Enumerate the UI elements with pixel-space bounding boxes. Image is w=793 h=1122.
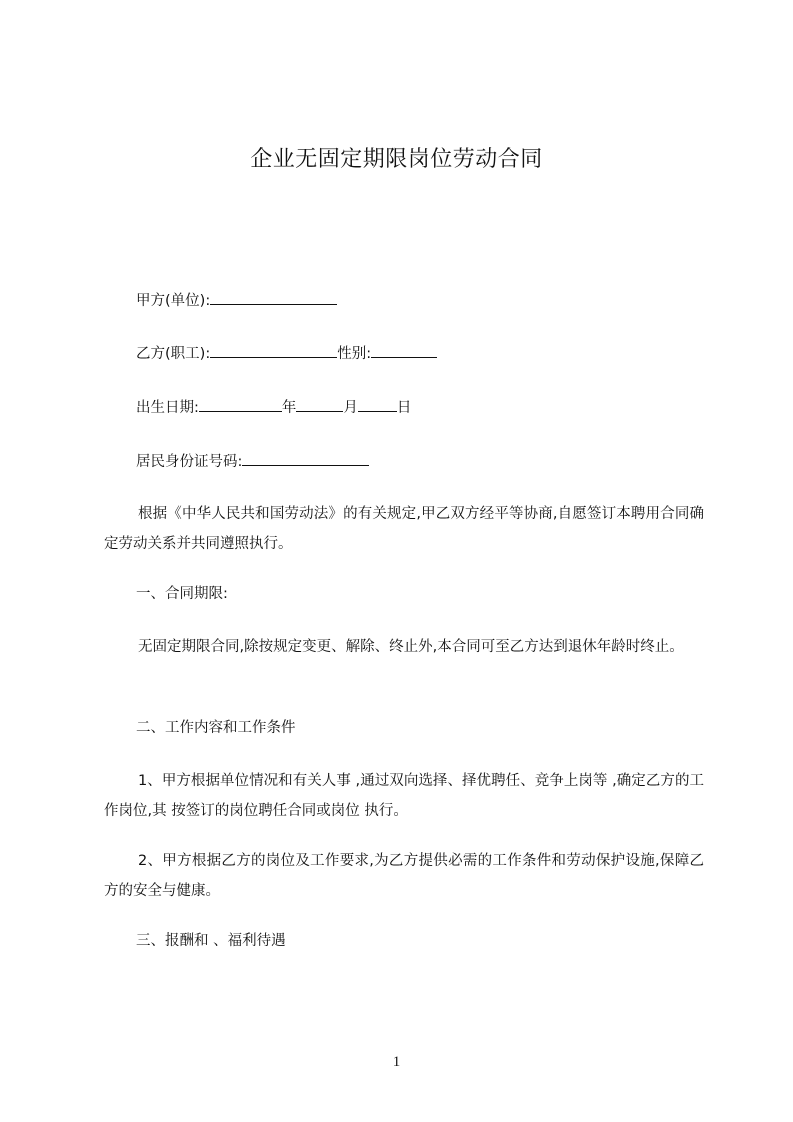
day-label: 日 — [396, 400, 412, 416]
preamble-paragraph: 根据《中华人民共和国劳动法》的有关规定,甲乙双方经平等协商,自愿签订本聘用合同确定劳动关系并共同遵照执行。 — [104, 506, 704, 552]
party-b-line — [136, 341, 437, 367]
id-number-blank[interactable] — [242, 451, 369, 466]
section-heading: 二、工作内容和工作条件 — [136, 720, 296, 736]
id-number-line — [136, 449, 369, 475]
party-a-blank[interactable] — [210, 290, 337, 305]
section-paragraph: 1、甲方根据单位情况和有关人事 ,通过双向选择、择优聘任、竞争上岗等 ,确定乙方的工作岗位,其 按签订的岗位聘任合同或岗位 执行。 — [104, 773, 704, 819]
birth-day-blank[interactable] — [358, 397, 397, 412]
party-b-blank[interactable] — [210, 343, 337, 358]
birth-month-blank[interactable] — [296, 397, 343, 412]
section-paragraph: 无固定期限合同,除按规定变更、解除、终止外,本合同可至乙方达到退休年龄时终止。 — [138, 639, 684, 655]
gender-blank[interactable] — [371, 343, 437, 358]
party-a-label: 甲方(单位): — [136, 293, 211, 309]
party-b-label: 乙方(职工): — [136, 346, 211, 362]
month-label: 月 — [343, 400, 358, 416]
page-number: 1 — [392, 1054, 401, 1070]
birth-date-line — [136, 395, 411, 421]
birth-label: 出生日期: — [136, 400, 199, 416]
section-heading: 一、合同期限: — [136, 586, 228, 602]
birth-year-blank[interactable] — [199, 397, 282, 412]
gender-label: 性别: — [337, 346, 372, 362]
party-a-line — [136, 288, 337, 314]
year-label: 年 — [281, 400, 297, 416]
id-label: 居民身份证号码: — [136, 454, 243, 470]
document-title: 企业无固定期限岗位劳动合同 — [250, 147, 543, 172]
section-heading: 三、报酬和 、福利待遇 — [136, 933, 286, 949]
section-paragraph: 2、甲方根据乙方的岗位及工作要求,为乙方提供必需的工作条件和劳动保护设施,保障乙方的安全与健康。 — [104, 853, 704, 899]
